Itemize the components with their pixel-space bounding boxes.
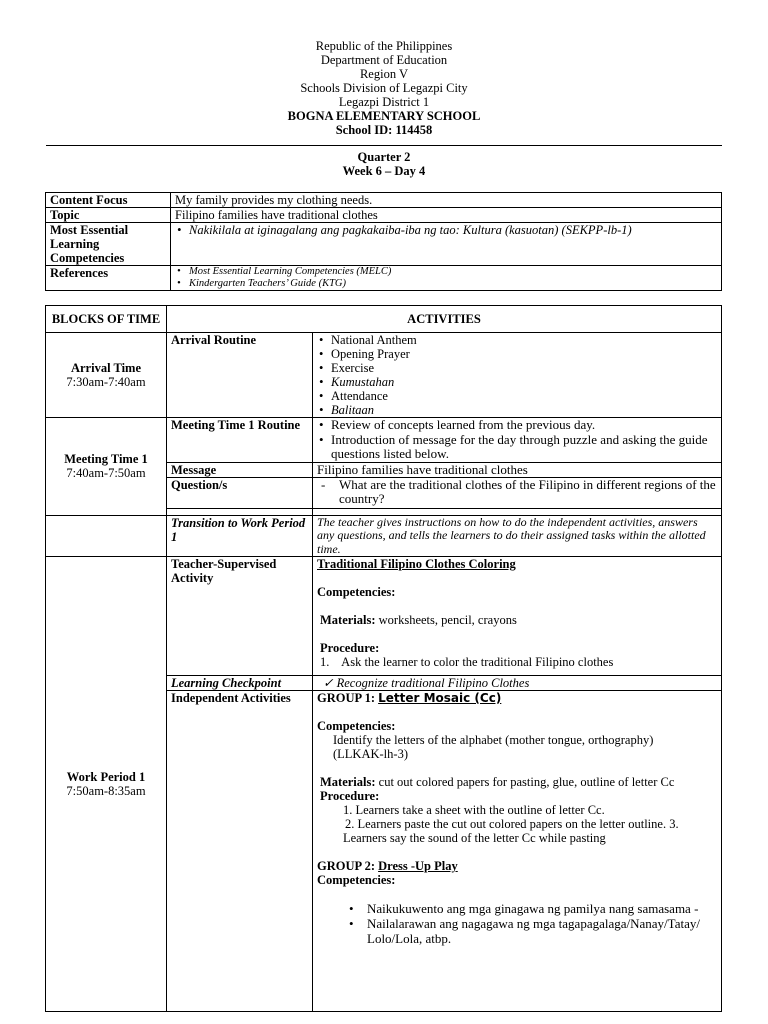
spacer-cell xyxy=(313,508,722,515)
transition-text: The teacher gives instructions on how to do the independent activities, answers any questions, and tells the learners to do their assigned tasks within the allotted time. xyxy=(313,515,722,557)
melc-label-line: Learning xyxy=(50,237,100,251)
meeting-routine-label: Meeting Time 1 Routine xyxy=(167,418,313,463)
references-value xyxy=(171,266,722,291)
meeting-routine-items xyxy=(313,418,722,463)
list-item: • Opening Prayer xyxy=(317,347,717,361)
header-line: Region V xyxy=(359,67,409,81)
indep-label: Independent Activities xyxy=(167,691,313,1012)
message-label: Message xyxy=(167,462,313,477)
meeting-block xyxy=(46,418,167,516)
table-row xyxy=(46,418,722,463)
list-item: • Balitaan xyxy=(317,403,717,417)
header-divider xyxy=(46,145,722,146)
quarter: Quarter 2 xyxy=(357,150,411,164)
list-item: • Attendance xyxy=(317,389,717,403)
procedure-step: 2. Learners paste the cut out colored papers on the letter outline. 3. xyxy=(345,817,679,831)
tsa-title: Traditional Filipino Clothes Coloring xyxy=(317,557,516,571)
col-header-blocks: BLOCKS OF TIME xyxy=(46,306,167,333)
checkpoint-label: Learning Checkpoint xyxy=(167,676,313,691)
melc-label-line: Competencies xyxy=(50,251,125,265)
melc-value xyxy=(171,223,722,266)
topic-value: Filipino families have traditional clothes xyxy=(171,208,722,223)
group-title: Dress -Up Play xyxy=(378,859,458,873)
g1-competency: Identify the letters of the alphabet (mother tongue, orthography) xyxy=(333,733,654,747)
procedure-step: Learners say the sound of the letter Cc while pasting xyxy=(343,831,606,845)
message-value: Filipino families have traditional clothes xyxy=(313,462,722,477)
checkpoint-value xyxy=(313,676,722,691)
question-text: What are the traditional clothes of the Filipino in different regions of the country? xyxy=(339,476,716,506)
week-day: Week 6 – Day 4 xyxy=(342,164,426,178)
question-label: Question/s xyxy=(167,477,313,508)
block-time: 7:30am-7:40am xyxy=(66,375,146,389)
group2-heading xyxy=(317,859,717,873)
tsa-label: Teacher-Supervised Activity xyxy=(167,557,313,676)
table-row xyxy=(46,193,722,208)
melc-label-line: Most Essential xyxy=(50,223,129,237)
question-value xyxy=(313,477,722,508)
list-item: • Nailalarawan ang nagagawa ng mga tagapagalaga/Nanay/Tatay/ Lolo/Lola, atbp. xyxy=(339,916,717,946)
arrival-block xyxy=(46,333,167,418)
table-row xyxy=(46,333,722,418)
blank-block xyxy=(46,515,167,557)
group-title: Letter Mosaic (Cc) xyxy=(378,691,502,705)
spacer-cell xyxy=(167,508,313,515)
table-row xyxy=(46,208,722,223)
arrival-routine-items xyxy=(313,333,722,418)
reference-item: • Kindergarten Teachers’ Guide (KTG) xyxy=(175,278,717,290)
dash-marker: - xyxy=(321,476,326,492)
header-line: Republic of the Philippines xyxy=(315,39,453,53)
block-name: Arrival Time xyxy=(70,361,141,375)
group-label: GROUP 1: xyxy=(317,691,375,705)
competencies-label: Competencies: xyxy=(317,719,396,733)
header-line: Schools Division of Legazpi City xyxy=(300,81,468,95)
school-id: School ID: 114458 xyxy=(335,123,433,137)
materials-line xyxy=(317,613,717,627)
materials-label: Materials: xyxy=(320,613,376,627)
procedure-step: 1. Learners take a sheet with the outline of letter Cc. xyxy=(343,803,605,817)
table-row xyxy=(46,266,722,291)
table-row xyxy=(46,557,722,676)
group-label: GROUP 2: xyxy=(317,859,375,873)
block-time: 7:50am-8:35am xyxy=(66,784,146,798)
content-focus-value: My family provides my clothing needs. xyxy=(171,193,722,208)
materials-label: Materials: xyxy=(320,775,376,789)
table-row xyxy=(46,515,722,557)
transition-label: Transition to Work Period 1 xyxy=(167,515,313,557)
work-block xyxy=(46,557,167,1012)
melc-label xyxy=(46,223,171,266)
document-header xyxy=(0,39,768,137)
procedure-label: Procedure: xyxy=(320,789,380,803)
arrival-routine-label: Arrival Routine xyxy=(167,333,313,418)
header-line: Legazpi District 1 xyxy=(338,95,430,109)
list-item: • Exercise xyxy=(317,361,717,375)
list-item: • Review of concepts learned from the previous day. xyxy=(317,418,717,433)
references-label: References xyxy=(46,266,171,291)
block-time: 7:40am-7:50am xyxy=(66,466,146,481)
competencies-label: Competencies: xyxy=(317,873,396,887)
list-item: • Kumustahan xyxy=(317,375,717,389)
block-name: Meeting Time 1 xyxy=(64,452,148,467)
school-name: BOGNA ELEMENTARY SCHOOL xyxy=(287,109,481,123)
g1-competency: (LLKAK-lh-3) xyxy=(333,747,408,761)
question-item xyxy=(317,478,717,506)
materials-value: cut out colored papers for pasting, glue, outline of letter Cc xyxy=(378,775,675,789)
list-item: • Introduction of message for the day through puzzle and asking the guide questions listed below. xyxy=(317,433,717,462)
quarter-week xyxy=(0,150,768,178)
header-line: Department of Education xyxy=(320,53,448,67)
col-header-activities: ACTIVITIES xyxy=(167,306,722,333)
melc-item: • Nakikilala at iginagalang ang pagkakaiba-iba ng tao: Kultura (kasuotan) (SEKPP-lb-1) xyxy=(175,223,717,237)
lesson-info-table xyxy=(45,192,722,291)
indep-content xyxy=(313,691,722,1012)
schedule-table xyxy=(45,305,722,1012)
topic-label: Topic xyxy=(46,208,171,223)
reference-item: • Most Essential Learning Competencies (MELC) xyxy=(175,266,717,278)
check-icon: ✓ xyxy=(323,676,334,690)
procedure-label: Procedure: xyxy=(320,641,380,655)
procedure-step: 1. Ask the learner to color the traditional Filipino clothes xyxy=(320,655,614,669)
competencies-label: Competencies: xyxy=(317,585,396,599)
group1-heading xyxy=(317,691,717,705)
content-focus-label: Content Focus xyxy=(46,193,171,208)
materials-value: worksheets, pencil, crayons xyxy=(378,613,517,627)
checkpoint-text: Recognize traditional Filipino Clothes xyxy=(336,676,530,690)
block-name: Work Period 1 xyxy=(66,770,146,784)
list-item: • National Anthem xyxy=(317,333,717,347)
materials-line xyxy=(317,775,717,789)
table-row xyxy=(46,223,722,266)
list-item: • Naikukuwento ang mga ginagawa ng pamilya nang samasama - xyxy=(339,901,717,916)
table-header-row xyxy=(46,306,722,333)
tsa-content xyxy=(313,557,722,676)
